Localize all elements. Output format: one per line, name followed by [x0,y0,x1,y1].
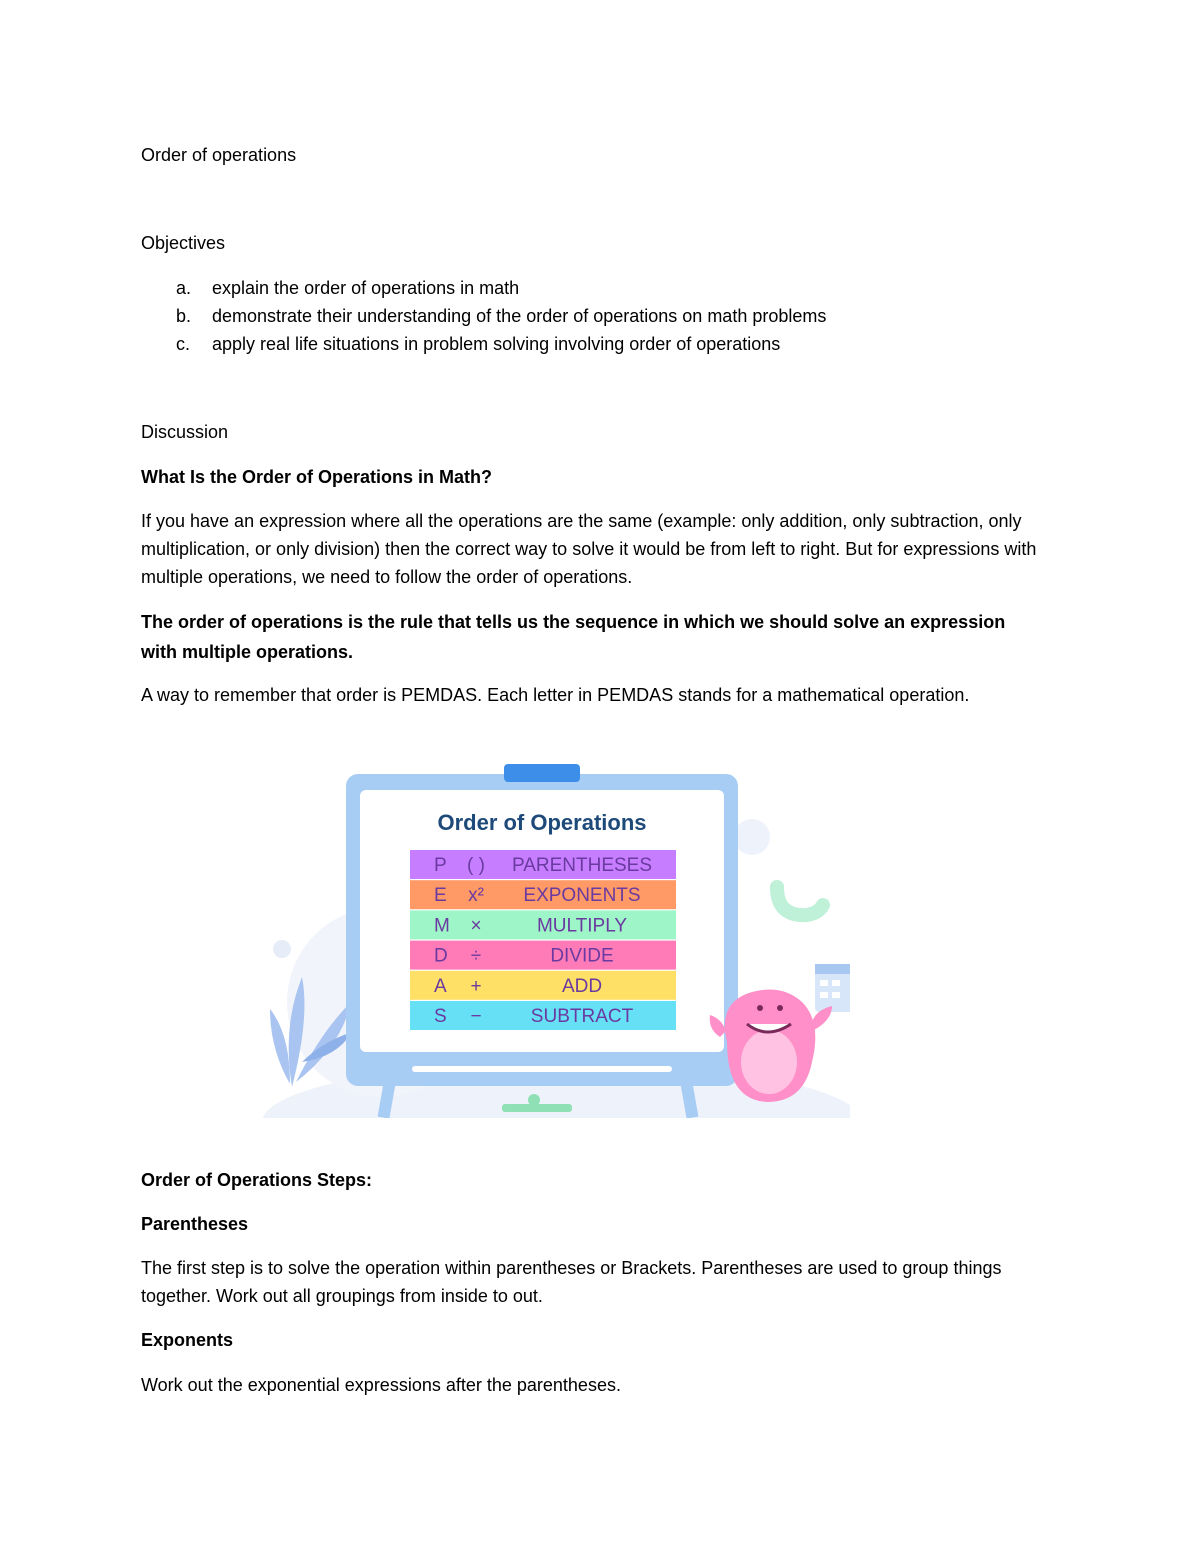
pemdas-word: EXPONENTS [523,885,641,907]
pemdas-letter: S [434,1006,447,1027]
list-item [176,330,780,358]
paragraph-same-operations: If you have an expression where all the operations are the same (example: only addition, only subtraction, only multiplication, or only division) then the correct way to solve it would be from left to right. But for expressions with multiple operations, we need to follow the order of operations. [141,511,1037,587]
list-marker: b. [176,306,192,326]
decor-dot [273,940,291,958]
pemdas-letter: A [434,975,447,997]
paragraph-rule-definition: The order of operations is the rule that tells us the sequence in which we should solve an expression with multiple operations. [141,612,1006,662]
steps-heading: Order of Operations Steps: [141,1170,373,1190]
list-item [176,302,826,330]
list-item-text: explain the order of operations in math [212,278,520,298]
exponents-paragraph: Work out the exponential expressions after the parentheses. [141,1375,621,1395]
pemdas-symbol: − [470,1006,482,1027]
pemdas-row [410,971,676,1000]
question-heading: What Is the Order of Operations in Math? [141,467,493,487]
calendar-icon [815,964,850,1012]
pemdas-row-band [410,941,676,970]
pemdas-word: DIVIDE [550,945,614,967]
pemdas-illustration [262,762,850,1118]
objectives-heading: Objectives [141,233,226,253]
list-marker: c. [176,334,191,354]
exponents-heading: Exponents [141,1330,234,1350]
decor-circle [734,819,770,855]
list-item-text: apply real life situations in problem solving involving order of operations [212,334,781,354]
discussion-heading: Discussion [141,422,229,442]
pemdas-row [410,880,676,909]
pemdas-board-svg [262,762,850,1118]
parentheses-paragraph: The first step is to solve the operation within parentheses or Brackets. Parentheses are used to group things together. Work out all groupings from inside to out. [141,1258,1002,1306]
pemdas-row [410,910,676,939]
pemdas-symbol: ÷ [470,945,482,967]
pemdas-letter: P [434,855,447,876]
figure-title: Order of Operations [437,810,647,835]
board-tray [412,1066,672,1072]
pemdas-word: PARENTHESES [511,855,653,876]
pemdas-letter: E [434,885,447,907]
board-clip [504,764,580,782]
pemdas-word: SUBTRACT [530,1006,634,1027]
pemdas-row-band [410,971,676,1000]
pemdas-word: ADD [561,975,603,997]
pemdas-letter: D [434,945,448,967]
list-item-text: demonstrate their understanding of the order of operations on math problems [212,306,827,326]
paragraph-pemdas: A way to remember that order is PEMDAS. Each letter in PEMDAS stands for a mathematical operation. [141,685,970,705]
pemdas-row [410,1001,676,1030]
decor-arc [777,887,823,915]
pemdas-row [410,850,676,879]
pemdas-symbol: + [470,975,482,997]
list-item [176,274,519,302]
pemdas-word: MULTIPLY [536,915,628,937]
pemdas-symbol: ( ) [467,855,485,876]
pemdas-symbol: x² [468,885,484,907]
list-marker: a. [176,278,192,298]
parentheses-heading: Parentheses [141,1214,249,1234]
pemdas-row [410,941,676,970]
document-title: Order of operations [141,145,297,165]
pemdas-symbol: × [470,915,482,937]
pemdas-letter: M [434,915,450,937]
